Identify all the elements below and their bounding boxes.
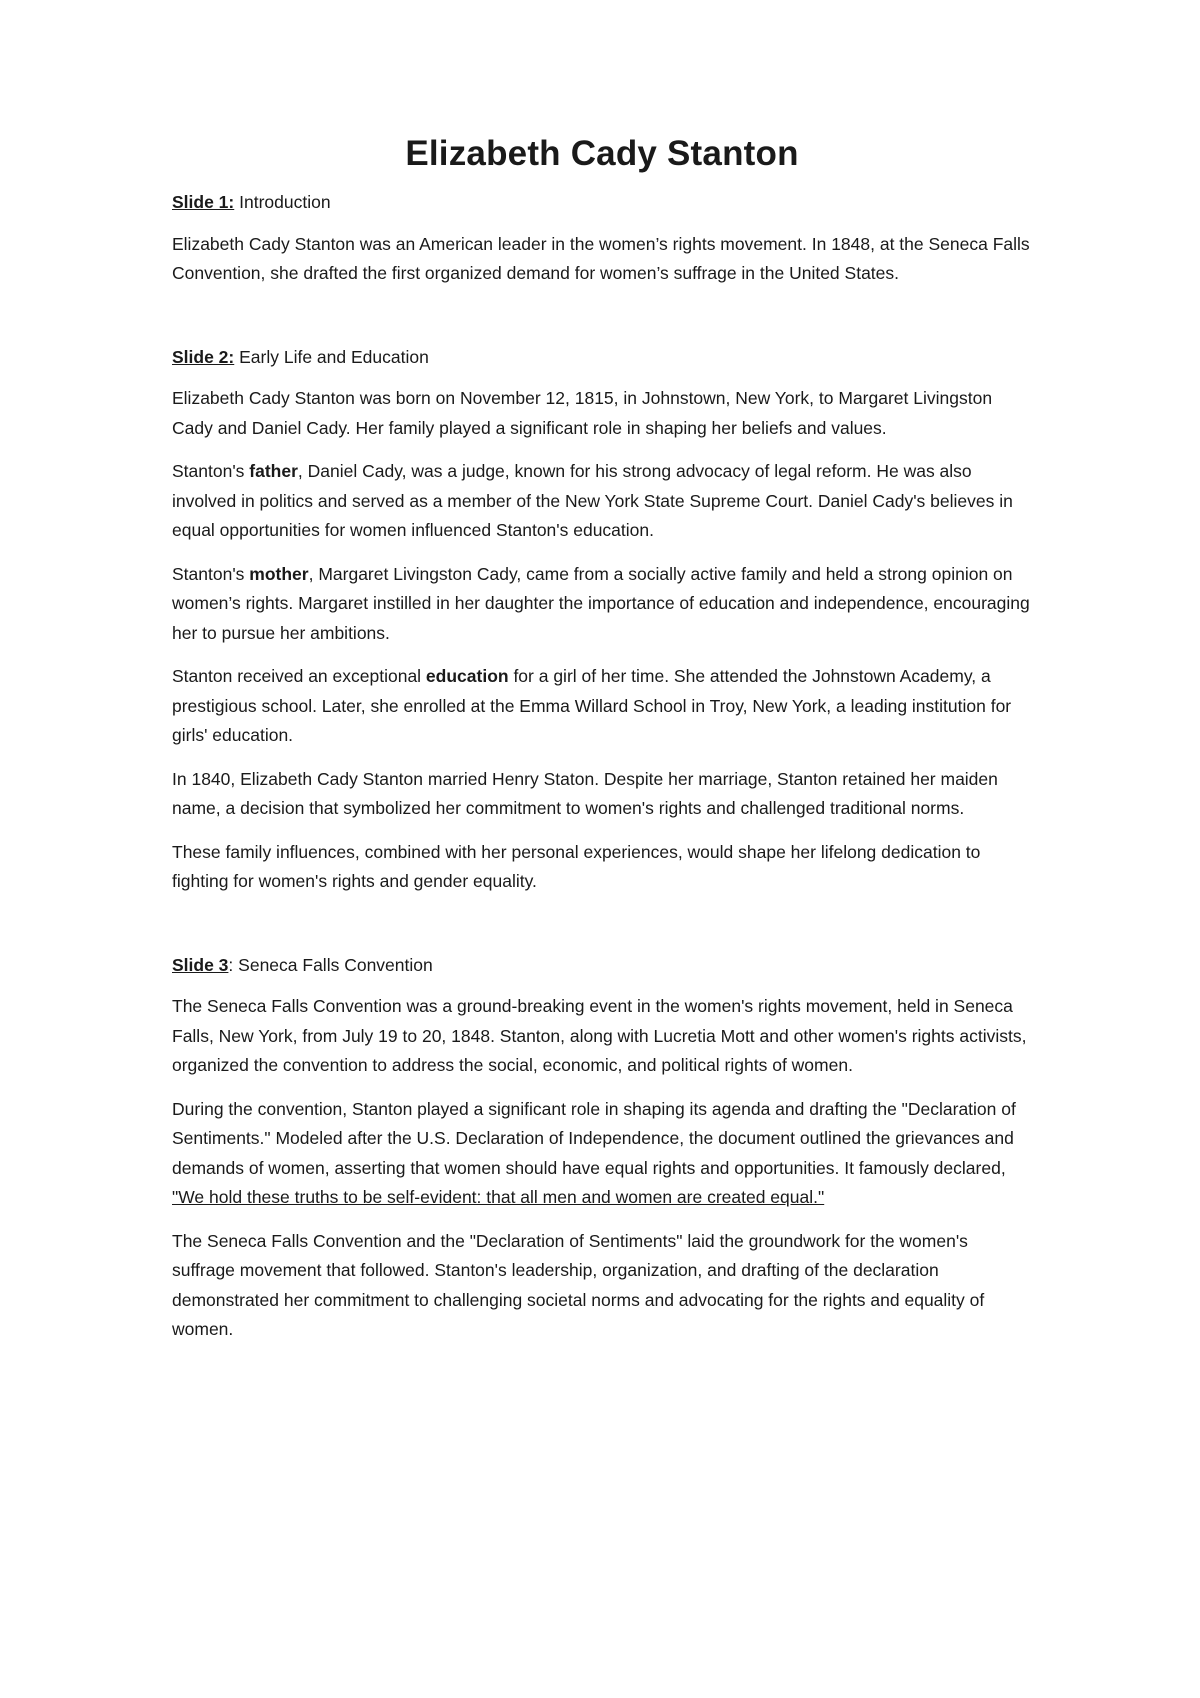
slide-2-paragraph-birth: Elizabeth Cady Stanton was born on November 12, 1815, in Johnstown, New York, to Margaret Livingston Cady and Daniel Cady. Her family played a significant role in shaping her beliefs and values. [172,388,993,438]
section-spacer [172,303,1032,343]
slide-2-paragraph-marriage: In 1840, Elizabeth Cady Stanton married Henry Staton. Despite her marriage, Stanton retained her maiden name, a decision that symbolized her commitment to women's rights and challenged traditional norms. [172,768,998,818]
slide-2-paragraph-father [172,457,1032,546]
slide-3-paragraph-legacy: The Seneca Falls Convention and the "Declaration of Sentiments" laid the groundwork for the women's suffrage movement that followed. Stanton's leadership, organization, and drafting of the declaration demonstrated her commitment to challenging societal norms and advocating for the rights and equality of women. [172,1230,985,1339]
slide-3-label: Slide 3 [172,954,229,975]
declaration-quote: "We hold these truths to be self-evident: that all men and women are created equal." [172,1187,825,1207]
slide-2-title: Early Life and Education [239,346,429,367]
paragraph-text: for a girl of her time. She attended the Johnstown Academy, a prestigious school. Later, she enrolled at the Emma Willard School in Troy, New York, a leading institution for girls' education. [172,666,1012,745]
section-spacer [172,911,1032,951]
slide-1-title: Introduction [239,192,331,212]
paragraph-text: During the convention, Stanton played a significant role in shaping its agenda and drafting the "Declaration of Sentiments." Modeled after the U.S. Declaration of Independence, the document outlined the grievances and demands of women, asserting that women should have equal rights and opportunities. It famously declared, [172,1098,1016,1178]
document-title: Elizabeth Cady Stanton [405,134,799,173]
keyword-education: education [425,666,509,686]
slide-2-label: Slide 2: [172,346,235,367]
slide-2-paragraph-mother [172,560,1032,649]
keyword-mother: mother [249,563,309,584]
slide-1-section [172,188,1032,289]
slide-2-heading [172,343,1032,373]
slide-2-paragraph-influences: These family influences, combined with her personal experiences, would shape her lifelong dedication to fighting for women's rights and gender equality. [172,841,981,891]
slide-1-heading [172,188,1032,218]
document-page [172,130,1032,1359]
paragraph-text: Stanton's [172,563,250,584]
paragraph-text: Stanton received an exceptional [172,666,426,686]
paragraph-text: , Margaret Livingston Cady, came from a socially active family and held a strong opinion on women’s rights. Margaret instilled in her daughter the importance of education and independence, encouraging her to pursue her ambitions. [172,563,1030,643]
slide-3-paragraph-convention: The Seneca Falls Convention was a ground-breaking event in the women's rights movement, held in Seneca Falls, New York, from July 19 to 20, 1848. Stanton, along with Lucretia Mott and other women's rights activists, organized the convention to address the social, economic, and political rights of women. [172,996,1027,1075]
keyword-father: father [249,461,298,481]
slide-3-paragraph-declaration [172,1095,1032,1213]
slide-2-paragraph-education [172,662,1032,751]
slide-3-title: Seneca Falls Convention [238,954,433,975]
slide-3-section [172,951,1032,1345]
paragraph-text: Stanton's [172,461,250,481]
slide-1-paragraph-1: Elizabeth Cady Stanton was an American leader in the women’s rights movement. In 1848, at the Seneca Falls Convention, she drafted the first organized demand for women’s suffrage in the United States. [172,233,1030,283]
slide-2-section [172,343,1032,897]
paragraph-text: , Daniel Cady, was a judge, known for his strong advocacy of legal reform. He was also involved in politics and served as a member of the New York State Supreme Court. Daniel Cady's believes in equal opportunities for women influenced Stanton's education. [172,461,1013,540]
slide-3-heading [172,951,1032,981]
slide-1-label: Slide 1: [172,192,235,212]
slide-3-label-colon: : [228,954,234,975]
